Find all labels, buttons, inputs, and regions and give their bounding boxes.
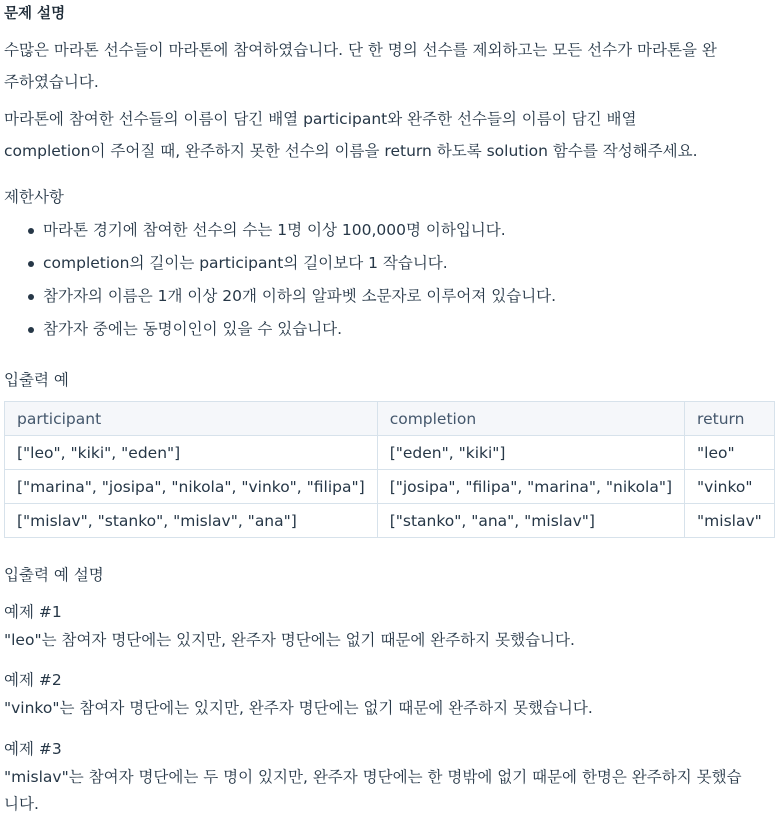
examples-heading: 입출력 예 xyxy=(4,371,69,389)
example-2-label: 예제 #2 xyxy=(4,671,62,689)
explanation-heading: 입출력 예 설명 xyxy=(4,566,104,584)
completion-cell: ["stanko", "ana", "mislav"] xyxy=(377,504,684,538)
constraint-text: 마라톤 경기에 참여한 선수의 수는 1명 이상 100,000명 이하입니다. xyxy=(43,221,506,239)
example-1-label: 예제 #1 xyxy=(4,603,62,621)
bullet-icon xyxy=(28,228,34,234)
constraint-item xyxy=(4,214,724,247)
constraint-text: 참가자 중에는 동명이인이 있을 수 있습니다. xyxy=(43,320,343,338)
example-3-text: "mislav"는 참여자 명단에는 두 명이 있지만, 완주자 명단에는 한 명밖에 없기 때문에 한명은 완주하지 못했습 xyxy=(4,768,742,786)
intro-paragraph-1: 수많은 마라톤 선수들이 마라톤에 참여하였습니다. 단 한 명의 선수를 제외하고는 모든 선수가 마라톤을 완주하였습니다. xyxy=(4,41,717,91)
table-row xyxy=(5,436,775,470)
constraint-item xyxy=(4,247,724,280)
column-header-participant: participant xyxy=(5,402,378,436)
example-3-label: 예제 #3 xyxy=(4,740,62,758)
return-cell: "vinko" xyxy=(685,470,775,504)
examples-table xyxy=(4,401,775,538)
constraint-text: 참가자의 이름은 1개 이상 20개 이하의 알파벳 소문자로 이루어져 있습니다. xyxy=(43,287,557,305)
example-2-text: "vinko"는 참여자 명단에는 있지만, 완주자 명단에는 없기 때문에 완주하지 못했습니다. xyxy=(4,699,593,717)
intro-paragraph-2: 마라톤에 참여한 선수들의 이름이 담긴 배열 participant와 완주한 선수들의 이름이 담긴 배열 completion이 주어질 때, 완주하지 못한 선수의 이름을 return 하도록 solution 함수를 작성해주세요. xyxy=(4,110,698,160)
bullet-icon xyxy=(28,327,34,333)
return-cell: "mislav" xyxy=(685,504,775,538)
completion-cell: ["josipa", "filipa", "marina", "nikola"] xyxy=(377,470,684,504)
problem-title: 문제 설명 xyxy=(4,6,66,22)
constraints-list xyxy=(4,214,724,346)
table-header-row xyxy=(5,402,775,436)
example-1-text: "leo"는 참여자 명단에는 있지만, 완주자 명단에는 없기 때문에 완주하지 못했습니다. xyxy=(4,631,575,649)
column-header-return: return xyxy=(685,402,775,436)
example-3-text-continued: 니다. xyxy=(4,795,39,813)
table-row xyxy=(5,504,775,538)
constraints-heading: 제한사항 xyxy=(4,188,64,206)
return-cell: "leo" xyxy=(685,436,775,470)
bullet-icon xyxy=(28,294,34,300)
participant-cell: ["marina", "josipa", "nikola", "vinko", "filipa"] xyxy=(5,470,378,504)
constraint-text: completion의 길이는 participant의 길이보다 1 작습니다. xyxy=(43,254,448,272)
constraint-item xyxy=(4,280,724,313)
participant-cell: ["leo", "kiki", "eden"] xyxy=(5,436,378,470)
completion-cell: ["eden", "kiki"] xyxy=(377,436,684,470)
constraint-item xyxy=(4,313,724,346)
table-row xyxy=(5,470,775,504)
bullet-icon xyxy=(28,261,34,267)
column-header-completion: completion xyxy=(377,402,684,436)
participant-cell: ["mislav", "stanko", "mislav", "ana"] xyxy=(5,504,378,538)
